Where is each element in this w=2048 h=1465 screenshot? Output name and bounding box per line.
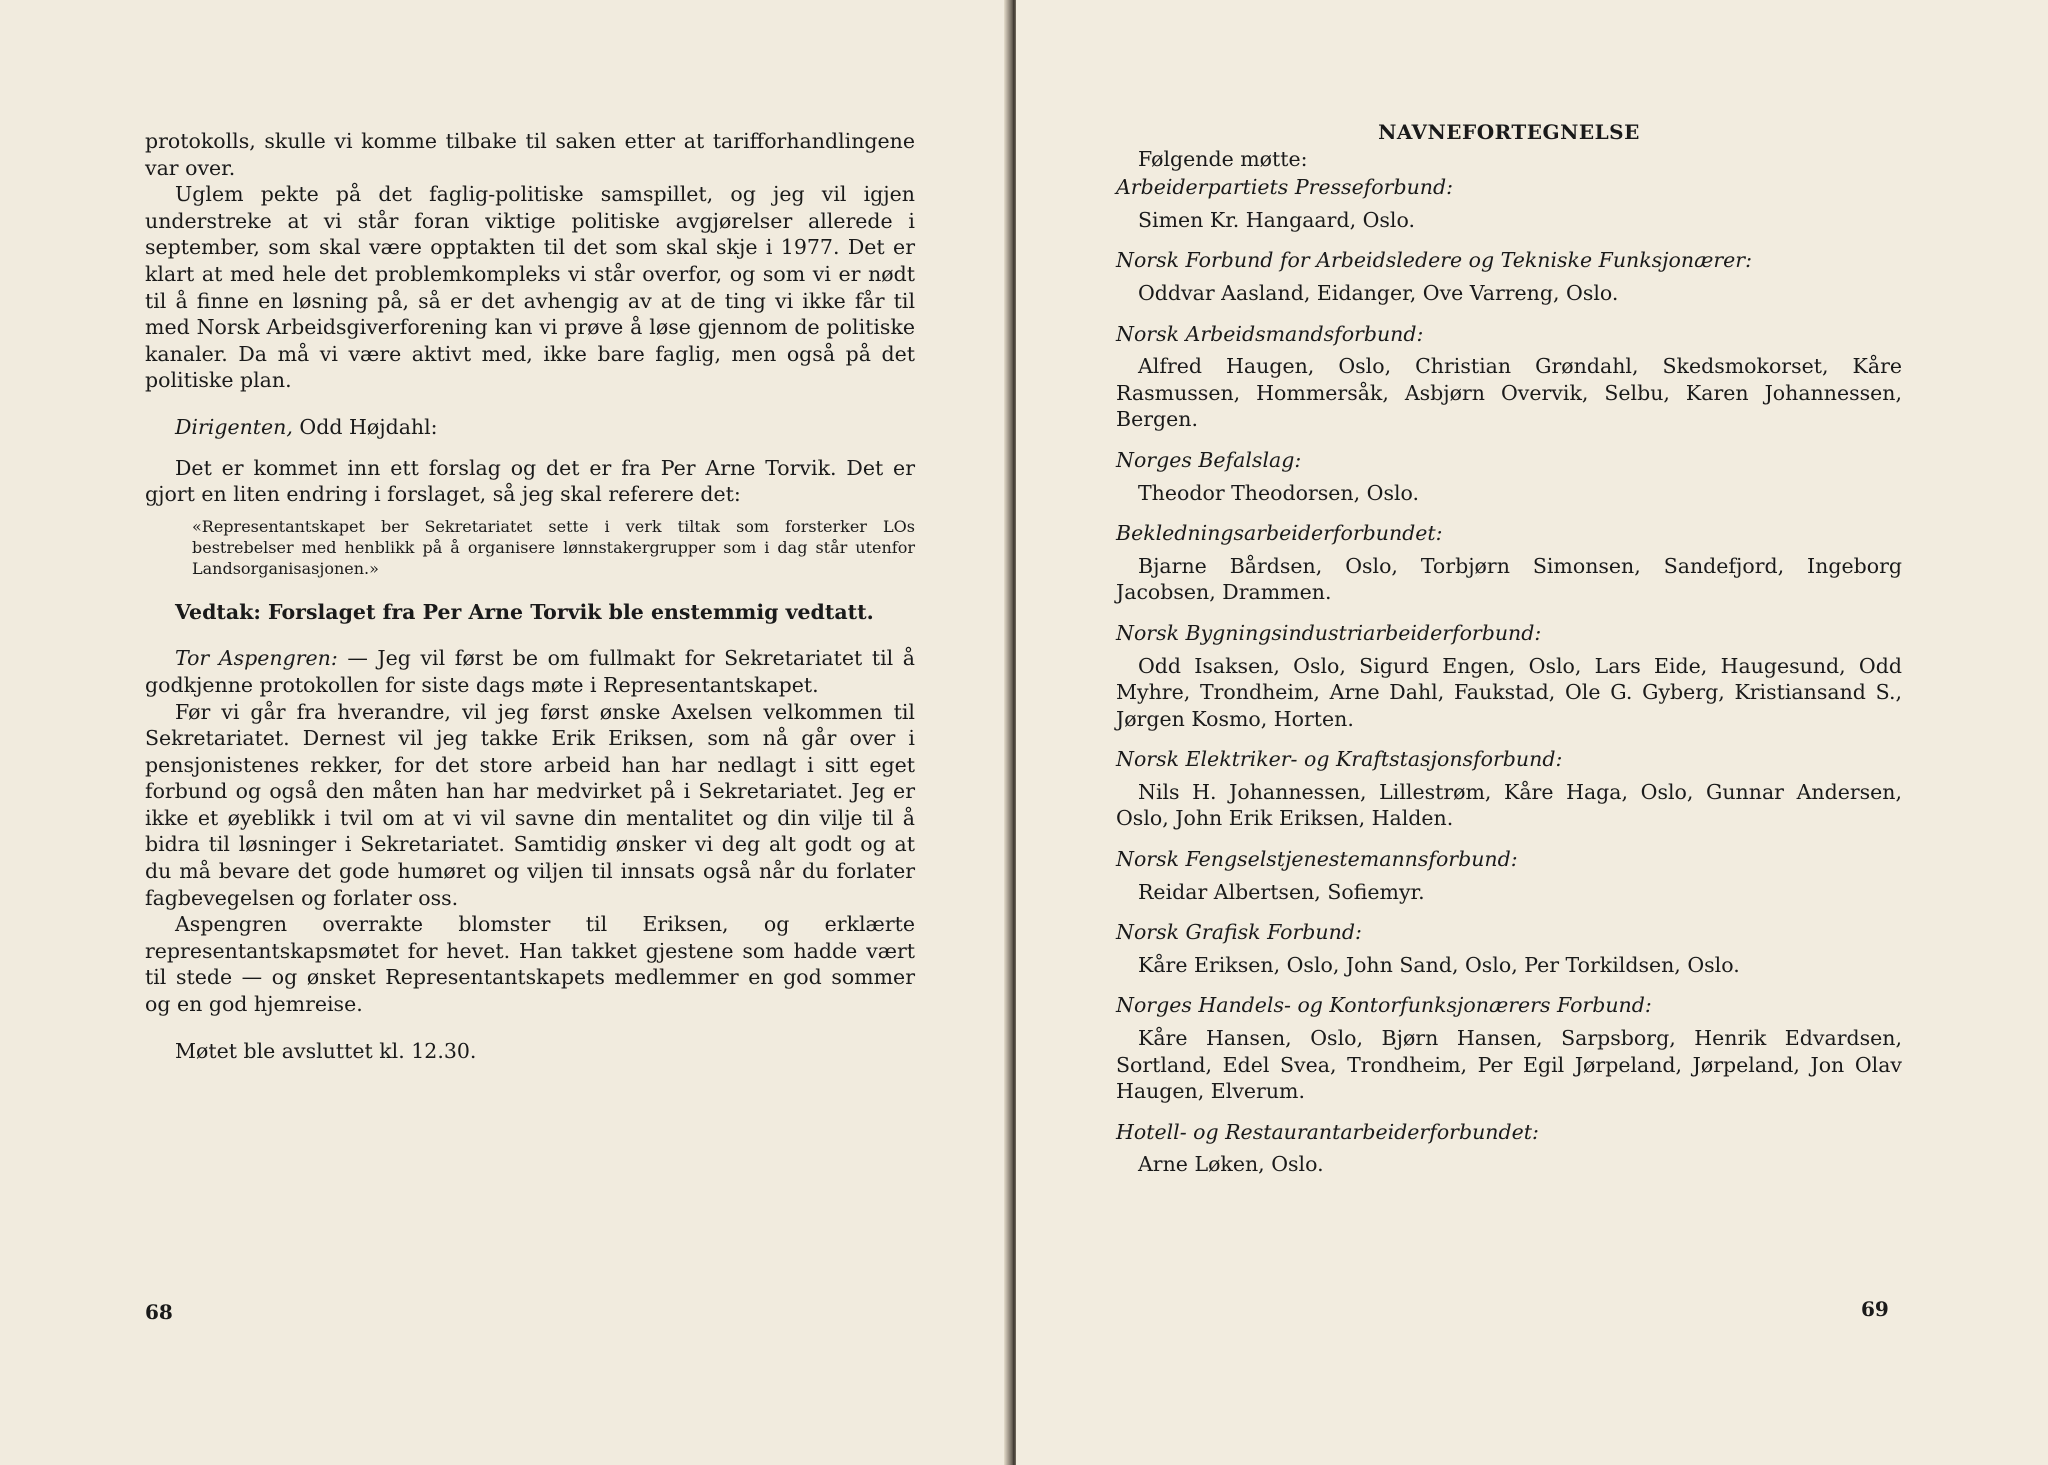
member-names: Kåre Eriksen, Oslo, John Sand, Oslo, Per Torkildsen, Oslo.	[1138, 952, 1740, 977]
organization-name: Norges Handels- og Kontorfunksjonærers Forbund:	[1116, 993, 1652, 1018]
paragraph: Møtet ble avsluttet kl. 12.30.	[175, 1038, 477, 1063]
member-names: Oddvar Aasland, Eidanger, Ove Varreng, Oslo.	[1138, 280, 1619, 305]
organization-name: Norsk Forbund for Arbeidsledere og Tekniske Funksjonærer:	[1116, 248, 1752, 273]
member-names: Reidar Albertsen, Sofiemyr.	[1138, 879, 1425, 904]
speaker-role: Dirigenten,	[175, 414, 293, 439]
organization-name: Norsk Bygningsindustriarbeiderforbund:	[1116, 620, 1542, 645]
member-names: Nils H. Johannessen, Lillestrøm, Kåre Haga, Oslo, Gunnar Andersen, Oslo, John Erik Eriksen, Halden.	[1116, 779, 1902, 831]
paragraph: Det er kommet inn ett forslag og det er fra Per Arne Torvik. Det er gjort en liten endring i forslaget, så jeg skal referere det:	[145, 455, 915, 507]
intro-line: Følgende møtte:	[1138, 146, 1308, 171]
page-number: 68	[145, 1300, 173, 1324]
page-title: NAVNEFORTEGNELSE	[1378, 120, 1640, 144]
organization-name: Bekledningsarbeiderforbundet:	[1116, 521, 1443, 546]
left-page	[0, 0, 1010, 1465]
organization-name: Arbeiderpartiets Presseforbund:	[1116, 175, 1453, 200]
organization-name: Norsk Grafisk Forbund:	[1116, 920, 1362, 945]
page-number: 69	[1861, 1297, 1889, 1321]
proposal-quote: «Representantskapet ber Sekretariatet sette i verk tiltak som forsterker LOs bestrebelser med henblikk på å organisere lønnstakergrupper som i dag står utenfor Landsorganisasjonen.»	[192, 516, 915, 578]
organization-name: Norsk Arbeidsmandsforbund:	[1116, 321, 1424, 346]
member-names: Bjarne Bårdsen, Oslo, Torbjørn Simonsen, Sandefjord, Ingeborg Jacobsen, Drammen.	[1116, 553, 1902, 605]
paragraph: Før vi går fra hverandre, vil jeg først ønske Axelsen velkommen til Sekretariatet. Dernest vil jeg takke Erik Eriksen, som nå går over i pensjonistenes rekker, for det store arbeid han har nedlagt i sitt eget forbund og også den måten han har medvirket på i Sekretariatet. Jeg er ikke et øyeblikk i tvil om at vi vil savne din mentalitet og din vilje til å bidra til løsninger i Sekretariatet. Samtidig ønsker vi deg alt godt og at du må bevare det gode humøret og viljen til innsats også når du forlater fagbevegelsen og forlater oss.	[145, 699, 915, 910]
speaker-line	[145, 414, 915, 441]
speaker-name: Tor Aspengren:	[175, 646, 338, 671]
attendee-list	[1116, 174, 1902, 1178]
paragraph: Uglem pekte på det faglig-politiske samspillet, og jeg vil igjen understreke at vi står foran viktige politiske avgjørelser allerede i september, som skal være opptakten til det som skal skje i 1977. Det er klart at med hele det problemkompleks vi står overfor, og som vi er nødt til å finne en løsning på, så er det avhengig av at de ting vi ikke får til med Norsk Arbeidsgiverforening kan vi prøve å løse gjennom de politiske kanaler. Da må vi være aktivt med, ikke bare faglig, men også på det politiske plan.	[145, 182, 915, 393]
organization-name: Norsk Elektriker- og Kraftstasjonsforbund:	[1116, 747, 1563, 772]
member-names: Odd Isaksen, Oslo, Sigurd Engen, Oslo, Lars Eide, Haugesund, Odd Myhre, Trondheim, Arne Dahl, Faukstad, Ole G. Gyberg, Kristiansand S., Jørgen Kosmo, Horten.	[1116, 653, 1902, 731]
speaker-name: Odd Højdahl:	[292, 414, 438, 439]
organization-name: Hotell- og Restaurantarbeiderforbundet:	[1116, 1119, 1539, 1144]
organization-name: Norsk Fengselstjenestemannsforbund:	[1116, 847, 1518, 872]
member-names: Simen Kr. Hangaard, Oslo.	[1138, 207, 1415, 232]
right-page	[1016, 0, 2048, 1465]
organization-name: Norges Befalslag:	[1116, 447, 1302, 472]
member-names: Arne Løken, Oslo.	[1138, 1152, 1324, 1177]
member-names: Kåre Hansen, Oslo, Bjørn Hansen, Sarpsborg, Henrik Edvardsen, Sortland, Edel Svea, Trondheim, Per Egil Jørpeland, Jørpeland, Jon Olav Haugen, Elverum.	[1116, 1026, 1902, 1104]
member-names: Theodor Theodorsen, Oslo.	[1138, 480, 1420, 505]
member-names: Alfred Haugen, Oslo, Christian Grøndahl, Skedsmokorset, Kåre Rasmussen, Hommersåk, Asbjørn Overvik, Selbu, Karen Johannessen, Bergen.	[1116, 354, 1902, 432]
resolution: Vedtak: Forslaget fra Per Arne Torvik ble enstemmig vedtatt.	[175, 599, 874, 624]
left-text-column	[145, 128, 915, 1064]
paragraph: Tor Aspengren: — Jeg vil først be om fullmakt for Sekretariatet til å godkjenne protokollen for siste dags møte i Representantskapet.	[145, 646, 915, 697]
paragraph: protokolls, skulle vi komme tilbake til saken etter at tarifforhandlingene var over.	[145, 129, 915, 180]
paragraph: Aspengren overrakte blomster til Eriksen, og erklærte representantskapsmøtet for hevet. Han takket gjestene som hadde vært til stede — og ønsket Representantskapets medlemmer en god sommer og en god hjemreise.	[145, 912, 915, 1017]
right-text-column	[1116, 119, 1902, 1178]
